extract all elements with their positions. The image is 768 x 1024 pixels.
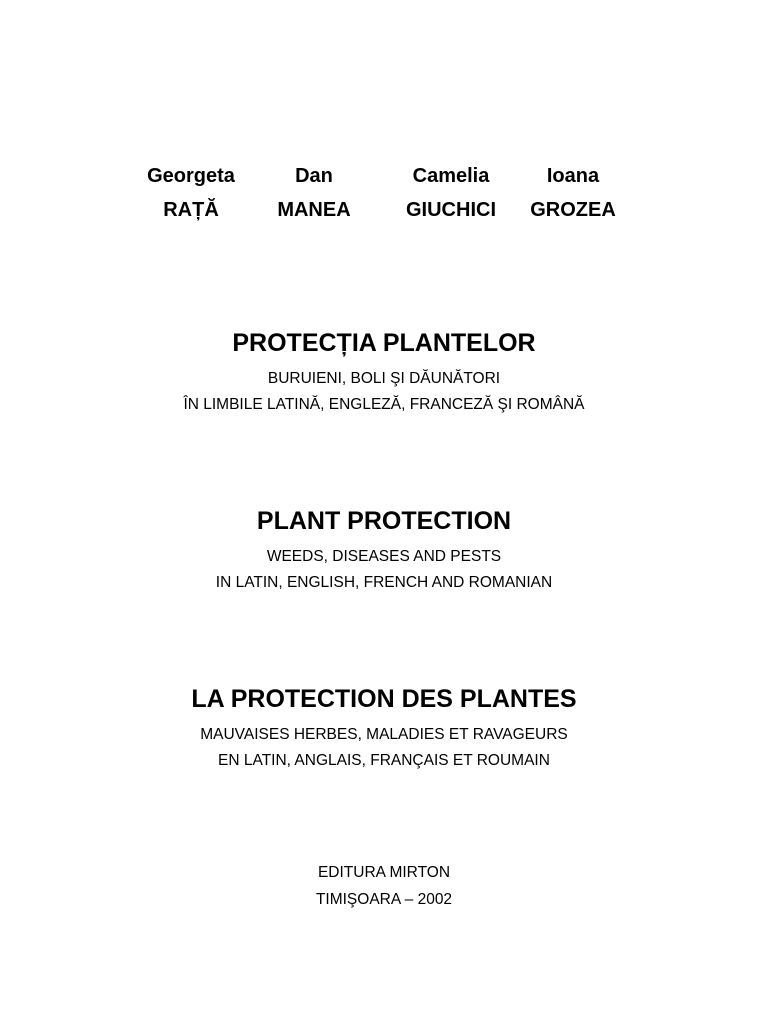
- author-last-name: RAȚĂ: [163, 199, 219, 221]
- publisher-name: EDITURA MIRTON: [317, 864, 451, 881]
- subtitle-line-2: ÎN LIMBILE LATINĂ, ENGLEZĂ, FRANCEZĂ ŞI ROMÂNĂ: [183, 396, 585, 413]
- author-first-name: Camelia: [412, 165, 490, 187]
- book-title-english: PLANT PROTECTION: [256, 507, 512, 535]
- author-first-name: Georgeta: [147, 165, 235, 187]
- author-first-name: Ioana: [546, 165, 600, 187]
- subtitle-line-2: EN LATIN, ANGLAIS, FRANÇAIS ET ROUMAIN: [218, 752, 550, 769]
- title-block-english: [0, 506, 768, 596]
- book-title-romanian: PROTECȚIA PLANTELOR: [232, 329, 536, 357]
- author-rata: [121, 162, 261, 224]
- author-first-name: Dan: [295, 165, 333, 187]
- publisher-block: [0, 859, 768, 913]
- author-last-name: GIUCHICI: [406, 199, 496, 221]
- author-list: [0, 162, 768, 232]
- subtitle-line-1: WEEDS, DISEASES AND PESTS: [266, 548, 502, 565]
- book-title-french: LA PROTECTION DES PLANTES: [191, 685, 577, 713]
- author-giuchici: [381, 162, 521, 224]
- publication-place-year: TIMIŞOARA – 2002: [315, 891, 453, 908]
- title-block-romanian: [0, 328, 768, 418]
- subtitle-line-2: IN LATIN, ENGLISH, FRENCH AND ROMANIAN: [215, 574, 553, 591]
- author-last-name: MANEA: [277, 199, 351, 221]
- title-block-french: [0, 684, 768, 774]
- author-manea: [244, 162, 384, 224]
- subtitle-line-1: BURUIENI, BOLI ŞI DĂUNĂTORI: [267, 370, 501, 387]
- author-grozea: [503, 162, 643, 224]
- author-last-name: GROZEA: [530, 199, 616, 221]
- subtitle-line-1: MAUVAISES HERBES, MALADIES ET RAVAGEURS: [200, 726, 568, 743]
